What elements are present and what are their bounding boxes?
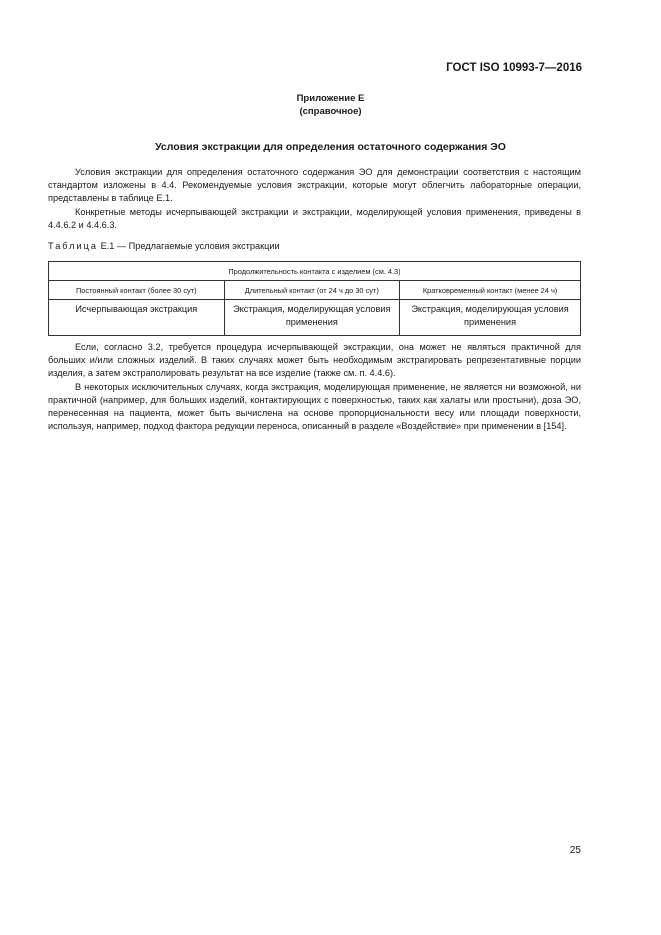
- table-column-header: Длительный контакт (от 24 ч до 30 сут): [224, 281, 400, 300]
- table-column-header: Постоянный контакт (более 30 сут): [49, 281, 225, 300]
- after-table-text: [48, 341, 581, 433]
- body-paragraph: Если, согласно 3.2, требуется процедура исчерпывающей экстракции, она может не являться практичной для больших и/или сложных изделий. В таких случаях может быть необходимым экстрагировать репрезентативные порции изделия, а затем экстраполировать результат на все изделие (также см. п. 4.4.6).: [48, 342, 581, 379]
- intro-text: [48, 166, 581, 232]
- table-row: [49, 262, 581, 281]
- standard-code: ГОСТ ISO 10993-7—2016: [446, 62, 582, 74]
- table-caption-label: Таблица: [48, 241, 99, 251]
- table-cell: Экстракция, моделирующая условия применения: [400, 300, 581, 336]
- section-title: Условия экстракции для определения остаточного содержания ЭО: [155, 141, 506, 153]
- table-column-header: Кратковременный контакт (менее 24 ч): [400, 281, 581, 300]
- table-caption: [48, 241, 280, 251]
- table-caption-text: Е.1 — Предлагаемые условия экстракции: [98, 241, 280, 251]
- intro-paragraph: Конкретные методы исчерпывающей экстракции и экстракции, моделирующей условия применения, приведены в 4.4.6.2 и 4.4.6.3.: [48, 206, 581, 230]
- page-number: 25: [569, 845, 581, 856]
- table-cell: Исчерпывающая экстракция: [49, 300, 225, 336]
- appendix-heading: [0, 92, 661, 118]
- extraction-table: [48, 261, 581, 336]
- body-paragraph: В некоторых исключительных случаях, когда экстракция, моделирующая применение, не является ни возможной, ни практичной (например, для больших изделий, контактирующих с поверхностью, таких как халаты или простыни), доза ЭО, перенесенная на пациента, может быть вычислена на основе пропорциональности весу или площади поверхности, используя, например, подход фактора редукции переноса, описанный в разделе «Воздействие» при применении в [154].: [48, 381, 581, 432]
- intro-paragraph: Условия экстракции для определения остаточного содержания ЭО для демонстрации соответствия с настоящим стандартом изложены в 4.4. Рекомендуемые условия экстракции, которые могут облегчить лабораторные операции, представлены в таблице Е.1.: [48, 167, 581, 204]
- table-row: [49, 300, 581, 336]
- appendix-title: Приложение Е: [296, 93, 365, 104]
- appendix-note: (справочное): [299, 106, 362, 117]
- table-span-header: Продолжительность контакта с изделием (см. 4.3): [49, 262, 581, 281]
- table-cell: Экстракция, моделирующая условия применения: [224, 300, 400, 336]
- table-row: [49, 281, 581, 300]
